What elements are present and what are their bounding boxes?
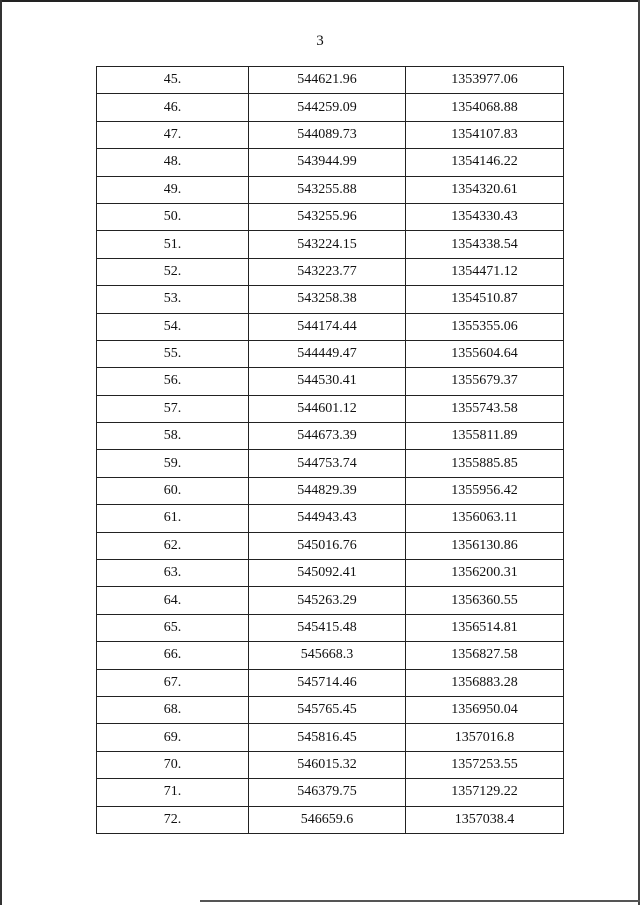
y-coordinate-cell: 1354320.61 bbox=[406, 176, 564, 203]
point-number-cell: 57. bbox=[97, 395, 249, 422]
table-row bbox=[97, 505, 564, 532]
y-coordinate-cell: 1356827.58 bbox=[406, 642, 564, 669]
point-number-cell: 56. bbox=[97, 368, 249, 395]
page-edge-bottom bbox=[200, 900, 640, 902]
table-row bbox=[97, 477, 564, 504]
point-number-cell: 69. bbox=[97, 724, 249, 751]
table-row bbox=[97, 313, 564, 340]
point-number-cell: 70. bbox=[97, 751, 249, 778]
table-row bbox=[97, 340, 564, 367]
point-number-cell: 66. bbox=[97, 642, 249, 669]
coordinates-table-body bbox=[97, 67, 564, 834]
x-coordinate-cell: 545765.45 bbox=[249, 696, 406, 723]
point-number-cell: 63. bbox=[97, 560, 249, 587]
table-row bbox=[97, 231, 564, 258]
point-number-cell: 72. bbox=[97, 806, 249, 833]
point-number-cell: 60. bbox=[97, 477, 249, 504]
point-number-cell: 68. bbox=[97, 696, 249, 723]
x-coordinate-cell: 546659.6 bbox=[249, 806, 406, 833]
table-row bbox=[97, 560, 564, 587]
x-coordinate-cell: 545816.45 bbox=[249, 724, 406, 751]
y-coordinate-cell: 1355679.37 bbox=[406, 368, 564, 395]
x-coordinate-cell: 544089.73 bbox=[249, 121, 406, 148]
table-row bbox=[97, 587, 564, 614]
x-coordinate-cell: 546379.75 bbox=[249, 779, 406, 806]
table-row bbox=[97, 669, 564, 696]
table-row bbox=[97, 696, 564, 723]
y-coordinate-cell: 1356950.04 bbox=[406, 696, 564, 723]
table-row bbox=[97, 203, 564, 230]
table-row bbox=[97, 176, 564, 203]
coordinates-table bbox=[96, 66, 564, 834]
x-coordinate-cell: 543944.99 bbox=[249, 149, 406, 176]
table-row bbox=[97, 286, 564, 313]
point-number-cell: 71. bbox=[97, 779, 249, 806]
table-row bbox=[97, 258, 564, 285]
point-number-cell: 58. bbox=[97, 423, 249, 450]
point-number-cell: 47. bbox=[97, 121, 249, 148]
x-coordinate-cell: 544259.09 bbox=[249, 94, 406, 121]
table-row bbox=[97, 94, 564, 121]
y-coordinate-cell: 1354068.88 bbox=[406, 94, 564, 121]
table-row bbox=[97, 423, 564, 450]
point-number-cell: 53. bbox=[97, 286, 249, 313]
x-coordinate-cell: 543258.38 bbox=[249, 286, 406, 313]
table-row bbox=[97, 779, 564, 806]
y-coordinate-cell: 1357129.22 bbox=[406, 779, 564, 806]
y-coordinate-cell: 1357038.4 bbox=[406, 806, 564, 833]
point-number-cell: 48. bbox=[97, 149, 249, 176]
y-coordinate-cell: 1354330.43 bbox=[406, 203, 564, 230]
x-coordinate-cell: 543223.77 bbox=[249, 258, 406, 285]
y-coordinate-cell: 1354338.54 bbox=[406, 231, 564, 258]
x-coordinate-cell: 544753.74 bbox=[249, 450, 406, 477]
table-row bbox=[97, 67, 564, 94]
page-edge-top bbox=[0, 0, 640, 2]
y-coordinate-cell: 1354471.12 bbox=[406, 258, 564, 285]
y-coordinate-cell: 1355355.06 bbox=[406, 313, 564, 340]
point-number-cell: 54. bbox=[97, 313, 249, 340]
x-coordinate-cell: 545092.41 bbox=[249, 560, 406, 587]
point-number-cell: 49. bbox=[97, 176, 249, 203]
x-coordinate-cell: 545714.46 bbox=[249, 669, 406, 696]
x-coordinate-cell: 544530.41 bbox=[249, 368, 406, 395]
table-row bbox=[97, 614, 564, 641]
point-number-cell: 51. bbox=[97, 231, 249, 258]
y-coordinate-cell: 1354146.22 bbox=[406, 149, 564, 176]
table-row bbox=[97, 395, 564, 422]
x-coordinate-cell: 543255.96 bbox=[249, 203, 406, 230]
x-coordinate-cell: 544174.44 bbox=[249, 313, 406, 340]
y-coordinate-cell: 1355956.42 bbox=[406, 477, 564, 504]
y-coordinate-cell: 1357253.55 bbox=[406, 751, 564, 778]
table-row bbox=[97, 121, 564, 148]
point-number-cell: 62. bbox=[97, 532, 249, 559]
point-number-cell: 64. bbox=[97, 587, 249, 614]
y-coordinate-cell: 1355885.85 bbox=[406, 450, 564, 477]
point-number-cell: 52. bbox=[97, 258, 249, 285]
point-number-cell: 46. bbox=[97, 94, 249, 121]
table-row bbox=[97, 368, 564, 395]
y-coordinate-cell: 1354107.83 bbox=[406, 121, 564, 148]
point-number-cell: 55. bbox=[97, 340, 249, 367]
y-coordinate-cell: 1356063.11 bbox=[406, 505, 564, 532]
x-coordinate-cell: 544449.47 bbox=[249, 340, 406, 367]
page-number: 3 bbox=[316, 33, 324, 49]
table-row bbox=[97, 149, 564, 176]
point-number-cell: 45. bbox=[97, 67, 249, 94]
table-row bbox=[97, 751, 564, 778]
y-coordinate-cell: 1356130.86 bbox=[406, 532, 564, 559]
y-coordinate-cell: 1355604.64 bbox=[406, 340, 564, 367]
y-coordinate-cell: 1354510.87 bbox=[406, 286, 564, 313]
x-coordinate-cell: 546015.32 bbox=[249, 751, 406, 778]
point-number-cell: 59. bbox=[97, 450, 249, 477]
table-row bbox=[97, 532, 564, 559]
y-coordinate-cell: 1355743.58 bbox=[406, 395, 564, 422]
x-coordinate-cell: 545668.3 bbox=[249, 642, 406, 669]
x-coordinate-cell: 545263.29 bbox=[249, 587, 406, 614]
x-coordinate-cell: 544601.12 bbox=[249, 395, 406, 422]
x-coordinate-cell: 545415.48 bbox=[249, 614, 406, 641]
table-row bbox=[97, 806, 564, 833]
x-coordinate-cell: 544829.39 bbox=[249, 477, 406, 504]
y-coordinate-cell: 1356360.55 bbox=[406, 587, 564, 614]
x-coordinate-cell: 544943.43 bbox=[249, 505, 406, 532]
x-coordinate-cell: 543255.88 bbox=[249, 176, 406, 203]
y-coordinate-cell: 1356200.31 bbox=[406, 560, 564, 587]
x-coordinate-cell: 544621.96 bbox=[249, 67, 406, 94]
table-row bbox=[97, 450, 564, 477]
x-coordinate-cell: 544673.39 bbox=[249, 423, 406, 450]
point-number-cell: 50. bbox=[97, 203, 249, 230]
page-edge-left bbox=[0, 0, 2, 905]
table-row bbox=[97, 724, 564, 751]
y-coordinate-cell: 1356514.81 bbox=[406, 614, 564, 641]
point-number-cell: 61. bbox=[97, 505, 249, 532]
point-number-cell: 65. bbox=[97, 614, 249, 641]
point-number-cell: 67. bbox=[97, 669, 249, 696]
table-row bbox=[97, 642, 564, 669]
y-coordinate-cell: 1357016.8 bbox=[406, 724, 564, 751]
y-coordinate-cell: 1353977.06 bbox=[406, 67, 564, 94]
y-coordinate-cell: 1356883.28 bbox=[406, 669, 564, 696]
x-coordinate-cell: 545016.76 bbox=[249, 532, 406, 559]
y-coordinate-cell: 1355811.89 bbox=[406, 423, 564, 450]
x-coordinate-cell: 543224.15 bbox=[249, 231, 406, 258]
